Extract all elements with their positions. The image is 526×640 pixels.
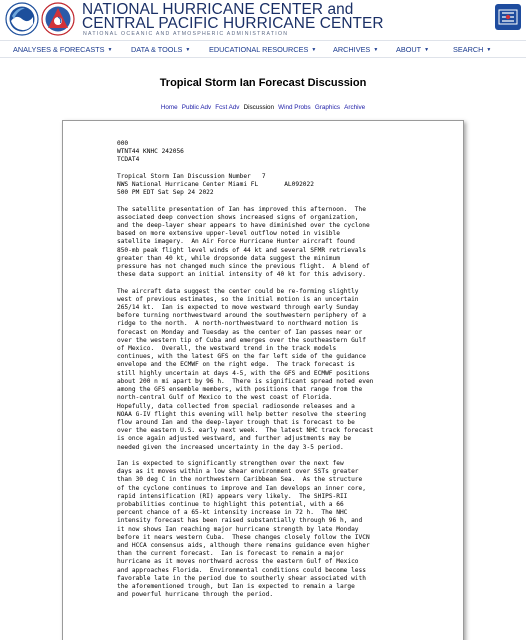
discussion-line: intensity forecast has been raised substantially through 96 h, and xyxy=(117,517,363,525)
nav-label: ABOUT xyxy=(396,45,422,54)
usa-gov-logo[interactable] xyxy=(495,4,521,30)
site-header xyxy=(0,0,526,40)
nav-label: SEARCH xyxy=(453,45,484,54)
discussion-line: than 30 deg C in the northwestern Caribbean Sea. As the structure xyxy=(117,476,363,484)
discussion-line: based on more extensive upper-level outflow noted in visible xyxy=(117,230,340,238)
discussion-line: over the western tip of Cuba and emerges over the southeastern Gulf xyxy=(117,336,366,344)
discussion-line: 500 PM EDT Sat Sep 24 2022 xyxy=(117,189,214,197)
caret-down-icon: ▼ xyxy=(424,47,430,53)
discussion-line: days as it moves within a low shear environment over SSTs greater xyxy=(117,468,359,476)
discussion-line: about 200 n mi apart by 96 h. There is significant spread noted even xyxy=(117,377,374,385)
nav-label: ANALYSES & FORECASTS xyxy=(13,45,105,54)
discussion-line: over the eastern U.S. early next week. The latest NHC track forecast xyxy=(117,427,374,435)
tab-graphics[interactable]: Graphics xyxy=(314,104,341,111)
noaa-logo[interactable] xyxy=(5,2,39,36)
page-title: Tropical Storm Ian Forecast Discussion xyxy=(159,77,367,89)
caret-down-icon: ▼ xyxy=(107,47,113,53)
discussion-line: hurricane as it moves northward across the eastern Gulf of Mexico xyxy=(117,558,359,566)
discussion-line: WTNT44 KNHC 242056 xyxy=(117,148,184,156)
discussion-line: flow around Ian and the deep-layer trough that is forecast to be xyxy=(117,418,355,426)
discussion-line xyxy=(117,279,457,287)
discussion-line: probabilities continue to highlight this potential, with a 66 xyxy=(117,500,344,508)
discussion-line: associated deep convection shows increased signs of organization, xyxy=(117,213,359,221)
discussion-line: pressure has not changed much since the previous flight. A blend of xyxy=(117,263,370,271)
product-tabs xyxy=(0,104,526,111)
discussion-box xyxy=(62,120,464,640)
discussion-line: and the deep-layer shear appears to have diminished over the cyclone xyxy=(117,222,370,230)
caret-down-icon: ▼ xyxy=(373,47,379,53)
tab-wind-probs[interactable]: Wind Probs xyxy=(278,104,311,111)
discussion-line: among the GFS ensemble members, with positions that range from the xyxy=(117,386,363,394)
discussion-line: forecast on Monday and Tuesday as the center of Ian passes near or xyxy=(117,328,363,336)
discussion-line: continues, with the latest GFS on the far left side of the guidance xyxy=(117,353,366,361)
discussion-line: the aforementioned trough, but Ian is expected to remain a large xyxy=(117,582,355,590)
discussion-line: is once again adjusted westward, and further adjustments may be xyxy=(117,435,352,443)
discussion-line: still highly uncertain at days 4-5, with the GFS and ECMWF positions xyxy=(117,369,370,377)
discussion-line: favorable late in the period due to southerly shear associated with xyxy=(117,574,366,582)
discussion-line: than the current forecast. Ian is forecast to remain a major xyxy=(117,550,344,558)
discussion-line: Ian is expected to significantly strengthen over the next few xyxy=(117,459,344,467)
header-title-line1: NATIONAL HURRICANE CENTER and xyxy=(82,1,354,18)
caret-down-icon: ▼ xyxy=(185,47,191,53)
nav-search[interactable] xyxy=(453,45,491,54)
nws-logo[interactable] xyxy=(41,2,75,36)
nav-about[interactable] xyxy=(396,45,429,54)
discussion-line: of the cyclone continues to improve and Ian develops an inner core, xyxy=(117,484,366,492)
nav-educational-resources[interactable] xyxy=(209,45,316,54)
discussion-line: satellite imagery. An Air Force Hurricane Hunter aircraft found xyxy=(117,238,355,246)
discussion-line: Hopefully, data collected from special radiosonde releases and a xyxy=(117,402,355,410)
discussion-line: north-central Gulf of Mexico to the west coast of Florida. xyxy=(117,394,333,402)
discussion-line: of Mexico. Overall, the westward trend in the track models xyxy=(117,345,337,353)
tab-home[interactable]: Home xyxy=(160,104,178,111)
tab-archive[interactable]: Archive xyxy=(344,104,366,111)
caret-down-icon: ▼ xyxy=(311,47,317,53)
discussion-line: needed given the increased uncertainty in the day 3-5 period. xyxy=(117,443,344,451)
discussion-line: 000 xyxy=(117,140,129,147)
discussion-line xyxy=(117,452,457,460)
discussion-line: NOAA G-IV flight this evening will help better resolve the steering xyxy=(117,410,366,418)
discussion-line xyxy=(117,165,457,173)
discussion-line xyxy=(117,197,457,205)
discussion-line: The satellite presentation of Ian has improved this afternoon. The xyxy=(117,205,366,213)
discussion-text xyxy=(117,140,457,599)
discussion-line: percent chance of a 65-kt intensity increase in 72 h. The NHC xyxy=(117,509,348,517)
discussion-line: before it nears western Cuba. These changes closely follow the IVCN xyxy=(117,533,370,541)
main-nav xyxy=(0,40,526,58)
discussion-line: before turning northwestward around the southwestern periphery of a xyxy=(117,312,366,320)
discussion-line: and powerful hurricane through the period. xyxy=(117,591,274,599)
discussion-line: Tropical Storm Ian Discussion Number 7 xyxy=(117,172,266,180)
tab-fcst-adv[interactable]: Fcst Adv xyxy=(215,104,240,111)
discussion-line: rapid intensification (RI) appears very likely. The SHIPS-RII xyxy=(117,492,348,500)
tab-public-adv[interactable]: Public Adv xyxy=(181,104,212,111)
discussion-line: The aircraft data suggest the center could be re-forming slightly xyxy=(117,287,359,295)
nav-label: DATA & TOOLS xyxy=(131,45,183,54)
nav-archives[interactable] xyxy=(333,45,378,54)
discussion-line: 850-mb peak flight level winds of 44 kt and several SFMR retrievals xyxy=(117,246,366,254)
caret-down-icon: ▼ xyxy=(486,47,492,53)
discussion-line: and HCCA consensus aids, although there remains guidance even higher xyxy=(117,541,370,549)
discussion-line: it now shows Ian reaching major hurricane strength by late Monday xyxy=(117,525,359,533)
nav-analyses-forecasts[interactable] xyxy=(13,45,112,54)
discussion-line: ridge to the north. A north-northwestward to northward motion is xyxy=(117,320,359,328)
nav-data-tools[interactable] xyxy=(131,45,190,54)
header-title-line2: CENTRAL PACIFIC HURRICANE CENTER xyxy=(82,15,384,32)
discussion-line: these data support an initial intensity of 40 kt for this advisory. xyxy=(117,271,366,279)
nav-label: ARCHIVES xyxy=(333,45,371,54)
discussion-line: TCDAT4 xyxy=(117,156,140,164)
discussion-line: greater than 40 kt, while dropsonde data suggest the minimum xyxy=(117,254,340,262)
header-subtitle: NATIONAL OCEANIC AND ATMOSPHERIC ADMINISTRATION xyxy=(83,31,289,37)
discussion-line: and approaches Florida. Environmental conditions could become less xyxy=(117,566,366,574)
discussion-line: 265/14 kt. Ian is expected to move westward through early Sunday xyxy=(117,304,359,312)
tab-discussion: Discussion xyxy=(243,104,275,111)
discussion-line: envelope and the ECMWF on the right edge. The track forecast is xyxy=(117,361,355,369)
discussion-line: west of previous estimates, so the initial motion is an uncertain xyxy=(117,295,359,303)
nav-label: EDUCATIONAL RESOURCES xyxy=(209,45,309,54)
discussion-line: NWS National Hurricane Center Miami FL AL092022 xyxy=(117,181,314,189)
